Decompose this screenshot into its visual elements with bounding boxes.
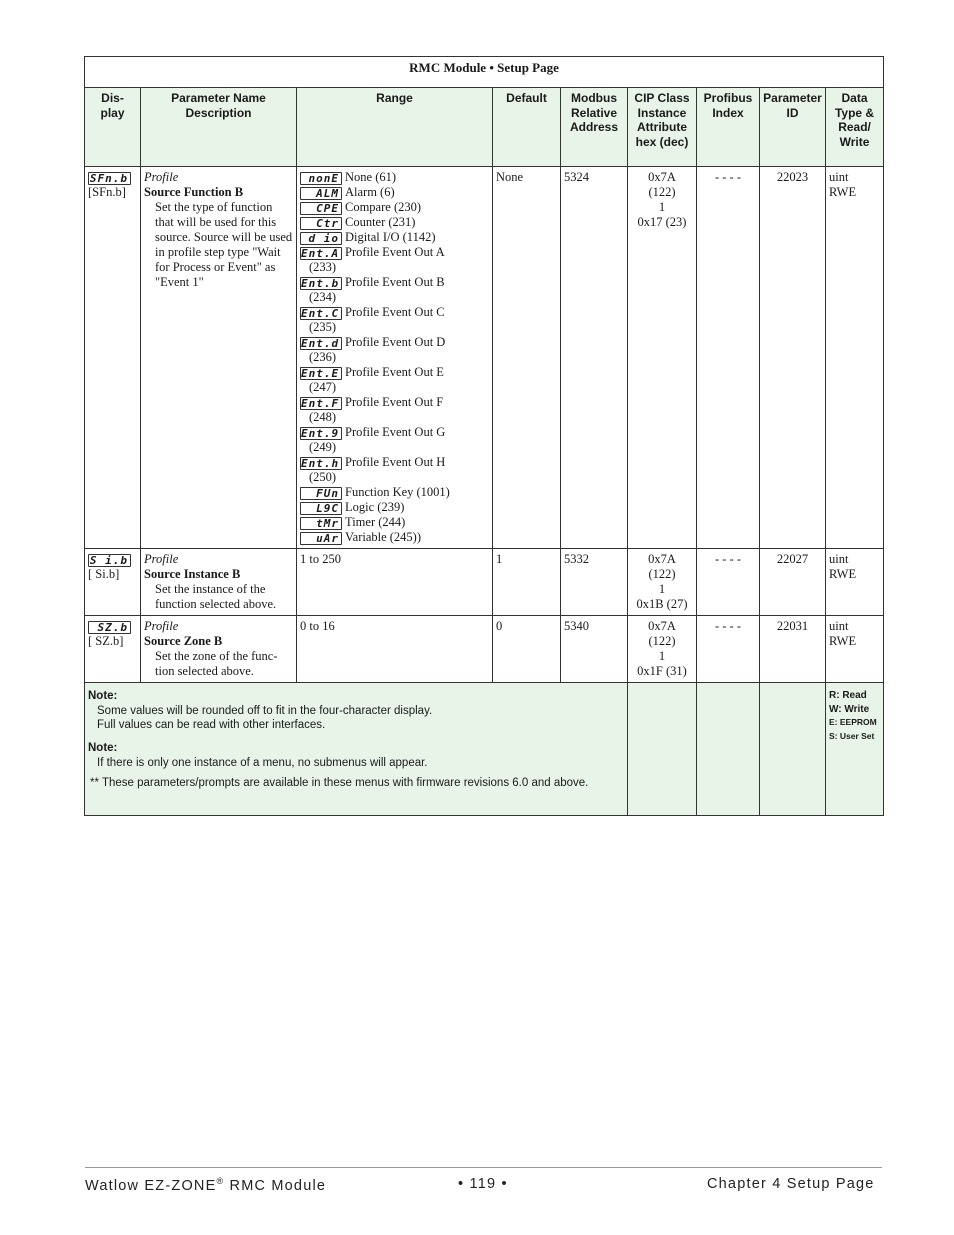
header-data-type: Data Type & Read/ Write: [826, 88, 884, 167]
range-label: Profile Event Out B: [345, 275, 445, 289]
parameter-description: Set the instance of the function selected above.: [155, 582, 277, 611]
lcd-display: uAr: [300, 532, 342, 545]
range-label: Compare (230): [345, 200, 422, 214]
range-code: (235): [309, 320, 337, 334]
range-item: [300, 185, 489, 200]
display-code: [ SZ.b]: [88, 634, 124, 648]
range-item: [300, 365, 489, 395]
lcd-display: nonE: [300, 172, 342, 185]
range-item: [300, 485, 489, 500]
range-code: (233): [309, 260, 337, 274]
lcd-display: Ent.E: [300, 367, 342, 380]
range-item: [300, 200, 489, 215]
parameter-id-cell: 22023: [760, 167, 826, 549]
range-item: [300, 170, 489, 185]
cip-class-dec: (122): [648, 185, 676, 199]
lcd-display: Ent.C: [300, 307, 342, 320]
cip-class: 0x7A: [648, 170, 676, 184]
parameter-name: Source Function B: [144, 185, 244, 199]
notes-cell: [85, 683, 628, 816]
lcd-display: L9C: [300, 502, 342, 515]
legend-eeprom: E: EEPROM: [829, 717, 877, 727]
range-label: None (61): [345, 170, 397, 184]
registered-mark: ®: [216, 1176, 225, 1186]
range-item: [300, 230, 489, 245]
notes-blank-cell: [760, 683, 826, 816]
header-default: Default: [493, 88, 561, 167]
range-cell: [297, 167, 493, 549]
range-label: Digital I/O (1142): [345, 230, 436, 244]
range-label: Profile Event Out H: [345, 455, 446, 469]
cip-attribute: 0x1F (31): [637, 664, 687, 678]
lcd-display: S i.b: [88, 554, 131, 567]
read-write: RWE: [829, 567, 857, 581]
profibus-cell: - - - -: [697, 549, 760, 616]
parameter-category: Profile: [144, 170, 179, 184]
range-label: Counter (231): [345, 215, 416, 229]
range-label: Logic (239): [345, 500, 405, 514]
header-modbus: Modbus Relative Address: [561, 88, 628, 167]
legend-cell: [826, 683, 884, 816]
range-item: [300, 500, 489, 515]
note-text: If there is only one instance of a menu, no submenus will appear.: [97, 757, 428, 769]
range-code: (250): [309, 470, 337, 484]
range-item: [300, 275, 489, 305]
data-type-cell: [826, 616, 884, 683]
header-parameter-name: Parameter Name Description: [141, 88, 297, 167]
data-type: uint: [829, 170, 849, 184]
notes-blank-cell: [628, 683, 697, 816]
page-number: • 119 •: [458, 1176, 508, 1192]
cip-cell: [628, 616, 697, 683]
lcd-display: Ent.A: [300, 247, 342, 260]
parameter-cell: [141, 549, 297, 616]
range-item: [300, 335, 489, 365]
footer-left: [85, 1176, 326, 1194]
profibus-cell: - - - -: [697, 167, 760, 549]
cip-attribute: 0x1B (27): [636, 597, 688, 611]
range-item: [300, 515, 489, 530]
legend-write: W: Write: [829, 703, 870, 715]
legend-user-set: S: User Set: [829, 730, 875, 741]
header-profibus: Profibus Index: [697, 88, 760, 167]
lcd-display: FUn: [300, 487, 342, 500]
table-row: [85, 616, 884, 683]
range-code: (234): [309, 290, 337, 304]
range-item: [300, 425, 489, 455]
note-text: Some values will be rounded off to fit in the four-character display.: [97, 705, 433, 717]
cip-instance: 1: [658, 649, 666, 663]
default-cell: 1: [493, 549, 561, 616]
parameter-category: Profile: [144, 619, 179, 633]
lcd-display: SZ.b: [88, 621, 131, 634]
range-item: [300, 395, 489, 425]
display-cell: [85, 616, 141, 683]
lcd-display: ALM: [300, 187, 342, 200]
modbus-cell: 5340: [561, 616, 628, 683]
note-text: Full values can be read with other interfaces.: [97, 719, 326, 731]
read-write: RWE: [829, 634, 857, 648]
range-code: (236): [309, 350, 337, 364]
range-code: (247): [309, 380, 337, 394]
parameter-cell: [141, 616, 297, 683]
header-cip: CIP Class Instance Attribute hex (dec): [628, 88, 697, 167]
lcd-display: Ent.F: [300, 397, 342, 410]
modbus-cell: 5324: [561, 167, 628, 549]
display-code: [ Si.b]: [88, 567, 120, 581]
cip-attribute: 0x17 (23): [637, 215, 687, 229]
range-item: [300, 305, 489, 335]
parameter-id-cell: 22027: [760, 549, 826, 616]
header-display: Dis- play: [85, 88, 141, 167]
header-row: [85, 88, 884, 167]
cip-instance: 1: [658, 200, 666, 214]
parameter-name: Source Instance B: [144, 567, 241, 581]
cip-class-dec: (122): [648, 634, 676, 648]
note-heading: Note:: [88, 742, 118, 754]
note-heading: Note:: [88, 690, 118, 702]
display-cell: [85, 549, 141, 616]
data-type-cell: [826, 549, 884, 616]
lcd-display: Ent.h: [300, 457, 342, 470]
range-cell: 0 to 16: [297, 616, 493, 683]
parameter-description: Set the type of function that will be used for this source. Source will be used in profile step type "Wait for Process or Event" as "Event 1": [155, 200, 293, 289]
range-label: Profile Event Out E: [345, 365, 444, 379]
lcd-display: SFn.b: [88, 172, 131, 185]
header-parameter-id: Parameter ID: [760, 88, 826, 167]
range-label: Profile Event Out A: [345, 245, 445, 259]
range-label: Profile Event Out D: [345, 335, 446, 349]
range-item: [300, 530, 489, 545]
header-range: Range: [297, 88, 493, 167]
display-code: [SFn.b]: [88, 185, 126, 199]
lcd-display: Ctr: [300, 217, 342, 230]
profibus-cell: - - - -: [697, 616, 760, 683]
footer-chapter: Chapter 4 Setup Page: [707, 1176, 875, 1192]
legend-read: R: Read: [829, 690, 867, 701]
data-type: uint: [829, 619, 849, 633]
range-label: Profile Event Out F: [345, 395, 444, 409]
lcd-display: tMr: [300, 517, 342, 530]
parameter-cell: [141, 167, 297, 549]
setup-parameter-table: [84, 56, 884, 816]
range-label: Variable (245)): [345, 530, 422, 544]
footer-product: Watlow EZ-ZONE: [85, 1177, 217, 1194]
lcd-display: Ent.9: [300, 427, 342, 440]
note-text: ** These parameters/prompts are available in these menus with firmware revisions 6.0 and above.: [90, 777, 589, 789]
read-write: RWE: [829, 185, 857, 199]
cip-cell: [628, 549, 697, 616]
cip-instance: 1: [658, 582, 666, 596]
modbus-cell: 5332: [561, 549, 628, 616]
data-type-cell: [826, 167, 884, 549]
lcd-display: d io: [300, 232, 342, 245]
lcd-display: Ent.d: [300, 337, 342, 350]
parameter-name: Source Zone B: [144, 634, 223, 648]
range-item: [300, 245, 489, 275]
table-row: [85, 549, 884, 616]
footer-rule: [85, 1167, 882, 1168]
data-type: uint: [829, 552, 849, 566]
range-label: Profile Event Out G: [345, 425, 446, 439]
table-row: [85, 167, 884, 549]
default-cell: None: [493, 167, 561, 549]
cip-cell: [628, 167, 697, 549]
footer-module: RMC Module: [224, 1177, 327, 1194]
range-cell: 1 to 250: [297, 549, 493, 616]
parameter-description: Set the zone of the func- tion selected above.: [155, 649, 278, 678]
parameter-category: Profile: [144, 552, 179, 566]
range-label: Alarm (6): [345, 185, 395, 199]
range-label: Timer (244): [345, 515, 406, 529]
range-code: (248): [309, 410, 337, 424]
cip-class-dec: (122): [648, 567, 676, 581]
range-label: Function Key (1001): [345, 485, 450, 499]
parameter-id-cell: 22031: [760, 616, 826, 683]
cip-class: 0x7A: [648, 552, 676, 566]
table-title: RMC Module • Setup Page: [85, 57, 884, 88]
lcd-display: CPE: [300, 202, 342, 215]
range-item: [300, 455, 489, 485]
notes-blank-cell: [697, 683, 760, 816]
range-code: (249): [309, 440, 337, 454]
default-cell: 0: [493, 616, 561, 683]
range-label: Profile Event Out C: [345, 305, 445, 319]
cip-class: 0x7A: [648, 619, 676, 633]
notes-row: [85, 683, 884, 816]
lcd-display: Ent.b: [300, 277, 342, 290]
range-item: [300, 215, 489, 230]
display-cell: [85, 167, 141, 549]
